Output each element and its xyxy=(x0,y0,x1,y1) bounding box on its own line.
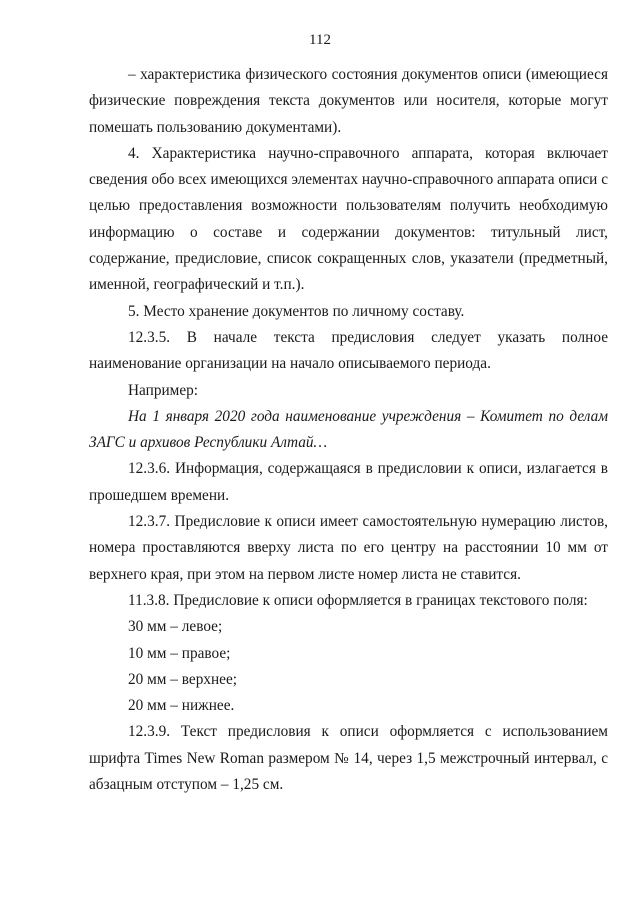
paragraph-11-3-8: 11.3.8. Предисловие к описи оформляется в границах текстового поля: xyxy=(128,591,588,609)
paragraph-12-3-7: 12.3.7. Предисловие к описи имеет самостоятельную нумерацию листов, номера проставляются вверху листа по его центру на расстоянии 10 мм от верхнего края, при этом на первом листе номер листа не ставится. xyxy=(89,513,608,583)
paragraph-physical-condition: – характеристика физического состояния документов описи (имеющиеся физические повреждения текста документов или носителя, которые могут помешать пользованию документами). xyxy=(89,66,608,136)
paragraph-example-text: На 1 января 2020 года наименование учреждения – Комитет по делам ЗАГС и архивов Республики Алтай… xyxy=(89,407,608,452)
page-number: 112 xyxy=(309,32,331,48)
document-body xyxy=(89,62,608,798)
list-item-right-margin: 10 мм – правое; xyxy=(128,644,231,662)
paragraph-12-3-9: 12.3.9. Текст предисловия к описи оформляется с использованием шрифта Times New Roman размером № 14, через 1,5 межстрочный интервал, с абзацным отступом – 1,25 см. xyxy=(89,723,608,794)
paragraph-12-3-5: 12.3.5. В начале текста предисловия следует указать полное наименование организации на начало описываемого периода. xyxy=(89,328,608,373)
paragraph-storage-location: 5. Место хранение документов по личному составу. xyxy=(128,302,465,320)
paragraph-reference-apparatus: 4. Характеристика научно-справочного аппарата, которая включает сведения обо всех имеющихся элементах научно-справочного аппарата описи с целью предоставления возможности пользователям получить необходимую информацию о составе и содержании документов: титульный лист, содержание, предисловие, список сокращенных слов, указатели (предметный, именной, географический и т.п.). xyxy=(89,144,608,294)
paragraph-12-3-6: 12.3.6. Информация, содержащаяся в предисловии к описи, излагается в прошедшем времени. xyxy=(89,460,608,504)
paragraph-example-label: Например: xyxy=(128,381,199,399)
list-item-left-margin: 30 мм – левое; xyxy=(128,618,223,636)
list-item-bottom-margin: 20 мм – нижнее. xyxy=(128,697,235,715)
list-item-top-margin: 20 мм – верхнее; xyxy=(128,670,238,688)
